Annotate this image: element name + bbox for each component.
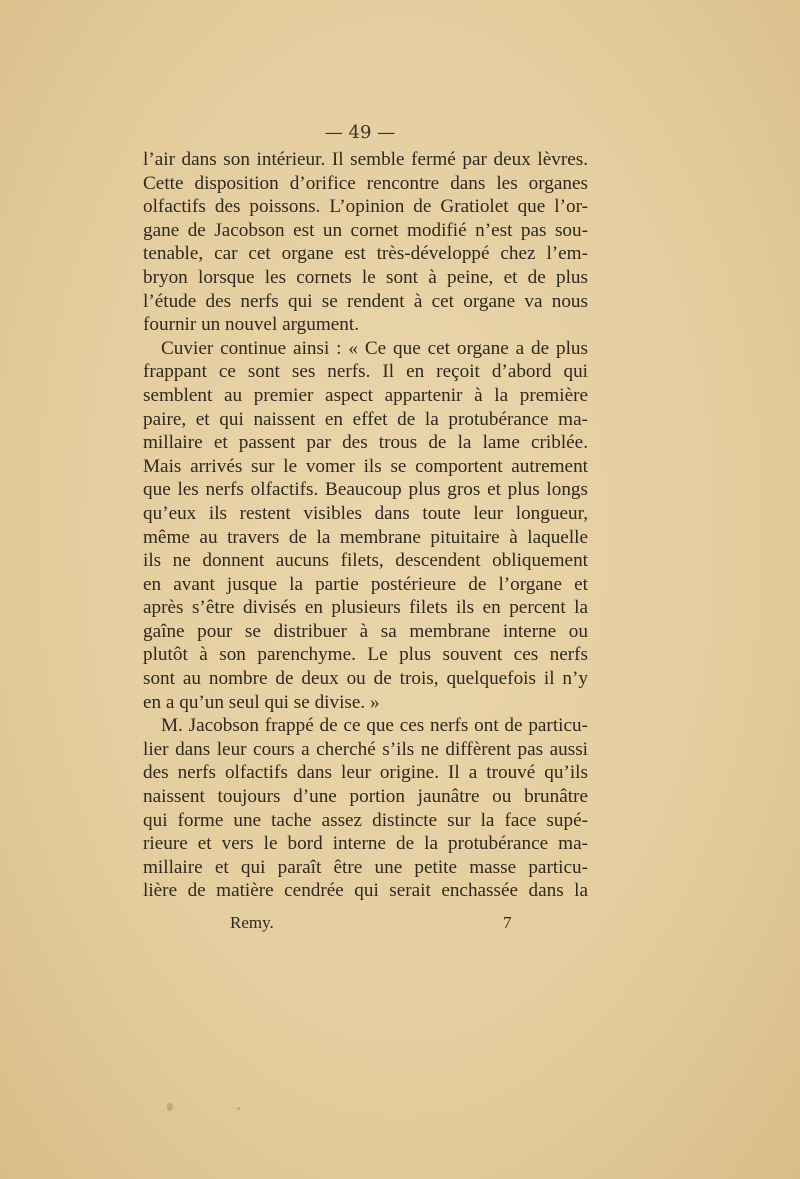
text-line: lier dans leur cours a cherché s’ils ne diffèrent pas aussi <box>143 738 588 760</box>
body-text <box>143 148 588 903</box>
text-line: millaire et passent par des trous de la lame criblée. <box>143 432 588 454</box>
text-line: qu’eux ils restent visibles dans toute leur longueur, <box>143 502 588 524</box>
text-line: lière de matière cendrée qui serait enchassée dans la <box>143 880 588 902</box>
text-line: olfactifs des poissons. L’opinion de Gratiolet que l’or- <box>143 196 588 218</box>
text-line: tenable, car cet organe est très-développé chez l’em- <box>143 243 588 265</box>
text-line: l’air dans son intérieur. Il semble fermé par deux lèvres. <box>143 149 588 170</box>
text-line: plutôt à son parenchyme. Le plus souvent ces nerfs <box>143 644 588 666</box>
page-number: — 49 — <box>324 122 396 143</box>
text-line: Mais arrivés sur le vomer ils se comportent autrement <box>143 455 588 477</box>
text-line: M. Jacobson frappé de ce que ces nerfs ont de particu- <box>161 715 588 737</box>
text-line: frappant ce sont ses nerfs. Il en reçoit d’abord qui <box>143 361 588 383</box>
signature-number: 7 <box>503 913 512 932</box>
text-line: paire, et qui naissent en effet de la protubérance ma- <box>143 408 588 430</box>
text-line: même au travers de la membrane pituitaire à laquelle <box>143 526 588 548</box>
text-line: rieure et vers le bord interne de la protubérance ma- <box>143 833 588 855</box>
text-line: sont au nombre de deux ou de trois, quelquefois il n’y <box>143 668 588 690</box>
text-line: gane de Jacobson est un cornet modifié n’est pas sou- <box>143 219 588 241</box>
text-line: semblent au premier aspect appartenir à la première <box>143 384 588 406</box>
text-line: millaire et qui paraît être une petite masse particu- <box>143 856 588 878</box>
text-line: ils ne donnent aucuns filets, descendent obliquement <box>143 550 588 572</box>
text-line: Cette disposition d’orifice rencontre dans les organes <box>143 172 588 194</box>
text-line: en avant jusque la partie postérieure de l’organe et <box>143 573 588 595</box>
text-line: en a qu’un seul qui se divise. » <box>143 691 380 713</box>
ink-smudge <box>237 1107 240 1110</box>
ink-smudge <box>167 1103 173 1111</box>
signature-author: Remy. <box>230 913 274 932</box>
text-line: naissent toujours d’une portion jaunâtre ou brunâtre <box>143 786 588 808</box>
text-line: des nerfs olfactifs dans leur origine. Il a trouvé qu’ils <box>143 762 588 784</box>
text-line: que les nerfs olfactifs. Beaucoup plus gros et plus longs <box>143 479 588 501</box>
text-line: qui forme une tache assez distincte sur la face supé- <box>143 809 588 831</box>
text-line: bryon lorsque les cornets le sont à peine, et de plus <box>143 266 588 288</box>
text-line: après s’être divisés en plusieurs filets ils en percent la <box>143 597 588 619</box>
text-line: gaîne pour se distribuer à sa membrane interne ou <box>143 620 588 642</box>
text-line: l’étude des nerfs qui se rendent à cet organe va nous <box>143 290 588 312</box>
text-line: Cuvier continue ainsi : « Ce que cet organe a de plus <box>161 337 588 359</box>
text-line: fournir un nouvel argument. <box>143 314 359 336</box>
